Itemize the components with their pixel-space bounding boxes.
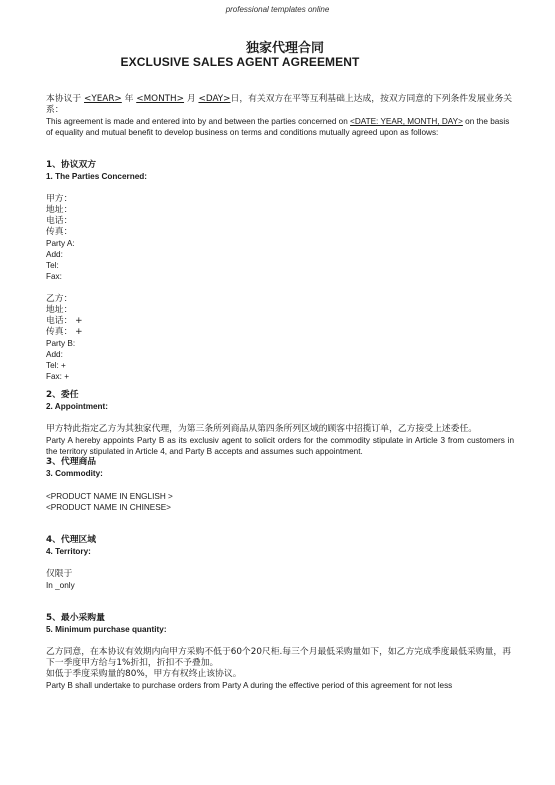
section-4-heading-cn: 4、代理区域 bbox=[46, 535, 97, 545]
party-b-name-en: Party B: bbox=[46, 339, 76, 348]
document-body bbox=[46, 94, 514, 691]
party-a-name-cn: 甲方： bbox=[46, 194, 73, 204]
party-a-address-cn: 地址： bbox=[46, 205, 73, 215]
minimum-purchase-text-cn: 乙方同意，在本协议有效期内向甲方采购不低于60个20尺柜.每三个月最低采购量如下，如乙方完成季度最低采购量，再下一季度甲方给与1%折扣，折扣不予叠加。 bbox=[46, 647, 512, 668]
intro-en-prefix: This agreement is made and entered into by and between the parties concerned on bbox=[46, 117, 351, 126]
intro-en-rest: on the basis of equality and mutual benefit to develop business on terms and conditions mutually agreed upon as follows: bbox=[46, 117, 510, 137]
section-5-heading-en: 5. Minimum purchase quantity: bbox=[46, 625, 167, 634]
product-name-chinese: <PRODUCT NAME IN CHINESE> bbox=[46, 503, 171, 512]
territory-text-en: In _only bbox=[46, 581, 75, 590]
title-chinese: 独家代理合同 bbox=[245, 41, 324, 56]
section-2-heading-cn: 2、委任 bbox=[46, 390, 79, 400]
section-3-heading-cn: 3、代理商品 bbox=[46, 457, 97, 467]
party-b-fax-en: Fax: + bbox=[46, 372, 69, 381]
section-3-heading-en: 3. Commodity: bbox=[46, 469, 103, 478]
year-placeholder: <YEAR> bbox=[84, 94, 122, 104]
party-a-name-en: Party A: bbox=[46, 239, 75, 248]
party-b-phone-cn: 电话： + bbox=[46, 316, 83, 326]
year-unit: 年 bbox=[124, 94, 134, 104]
party-a-phone-en: Tel: bbox=[46, 261, 59, 270]
day-placeholder: <DAY> bbox=[198, 94, 231, 104]
minimum-purchase-text-en: Party B shall undertake to purchase orders from Party A during the effective period of this agreement for not less bbox=[46, 681, 453, 690]
month-unit: 月 bbox=[186, 94, 196, 104]
intro-english bbox=[46, 116, 514, 138]
intro-chinese bbox=[46, 94, 514, 116]
intro-cn-rest: 日，有关双方在平等互利基础上达成，按双方同意的下列条件发展业务关系： bbox=[46, 94, 513, 115]
party-b-address-en: Add: bbox=[46, 350, 63, 359]
title-english: EXCLUSIVE SALES AGENT AGREEMENT bbox=[120, 55, 360, 69]
party-a-fax-cn: 传真： bbox=[46, 227, 73, 237]
party-b-phone-en: Tel: + bbox=[46, 361, 66, 370]
section-2-heading-en: 2. Appointment: bbox=[46, 402, 109, 411]
watermark-text: professional templates online bbox=[225, 5, 330, 14]
section-4-heading-en: 4. Territory: bbox=[46, 547, 91, 556]
termination-clause-cn: 如低于季度采购量的80%，甲方有权终止该协议。 bbox=[46, 669, 242, 679]
date-placeholder: <DATE: YEAR, MONTH, DAY> bbox=[350, 117, 463, 126]
product-name-english: <PRODUCT NAME IN ENGLISH > bbox=[46, 492, 173, 501]
appointment-text-en: Party A hereby appoints Party B as its exclusiv agent to solicit orders for the commodity stipulate in Article 3 from customers in the territory stipulated in Article 4, and Party B accepts and assumes such appointment. bbox=[46, 436, 514, 456]
section-5-heading-cn: 5、最小采购量 bbox=[46, 613, 105, 623]
party-a-phone-cn: 电话： bbox=[46, 216, 73, 226]
party-a-address-en: Add: bbox=[46, 250, 63, 259]
intro-cn-prefix: 本协议于 bbox=[46, 94, 82, 104]
party-b-fax-cn: 传真： + bbox=[46, 327, 83, 337]
territory-text-cn: 仅限于 bbox=[46, 569, 73, 579]
month-placeholder: <MONTH> bbox=[136, 94, 185, 104]
section-1-heading-en: 1. The Parties Concerned: bbox=[46, 172, 148, 181]
section-1-heading-cn: 1、协议双方 bbox=[46, 160, 97, 170]
appointment-text-cn: 甲方特此指定乙方为其独家代理，为第三条所列商品从第四条所列区域的顾客中招揽订单，乙方接受上述委任。 bbox=[46, 424, 478, 434]
party-a-fax-en: Fax: bbox=[46, 272, 62, 281]
party-b-address-cn: 地址： bbox=[46, 305, 73, 315]
party-b-name-cn: 乙方： bbox=[46, 294, 73, 304]
